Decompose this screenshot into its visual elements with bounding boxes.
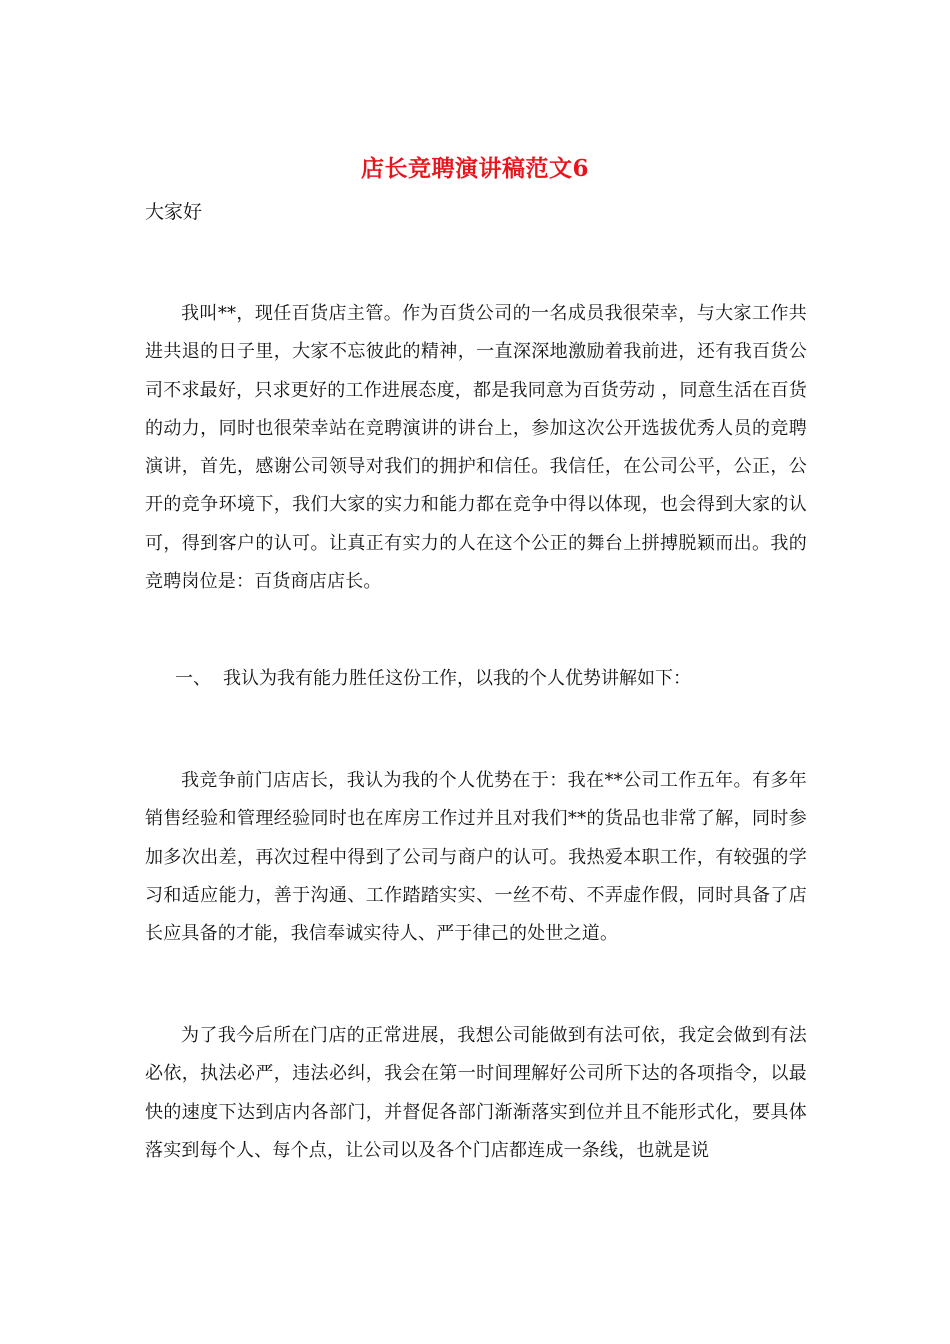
section-number: 一、 [175, 668, 211, 689]
paragraph-intro: 我叫**，现任百货店主管。作为百货公司的一名成员我很荣幸，与大家工作共进共退的日子里，大家不忘彼此的精神，一直深深地激励着我前进，还有我百货公司不求最好，只求更好的工作进展态度，都是我同意为百货劳动 ，同意生活在百货的动力，同时也很荣幸站在竞聘演讲的讲台上，参加这次公开选拔优秀人员的竞聘演讲，首先，感谢公司领导对我们的拥护和信任。我信任，在公司公平，公正，公开的竞争环境下，我们大家的实力和能力都在竞争中得以体现，也会得到大家的认可，得到客户的认可。让真正有实力的人在这个公正的舞台上拼搏脱颖而出。我的竞聘岗位是：百货商店店长。 [145, 303, 807, 593]
greeting-text: 大家好 [145, 201, 203, 223]
paragraph-advantages: 我竞争前门店店长，我认为我的个人优势在于：我在**公司工作五年。有多年销售经验和管理经验同时也在库房工作过并且对我们**的货品也非常了解，同时参加多次出差，再次过程中得到了公司与商户的认可。我热爱本职工作，有较强的学习和适应能力，善于沟通、工作踏踏实实、一丝不苟、不弄虚作假，同时具备了店长应具备的才能，我信奉诚实待人、严于律己的处世之道。 [145, 770, 807, 945]
section-heading [175, 661, 691, 697]
document-title: 店长竞聘演讲稿范文6 [360, 155, 589, 182]
paragraph-plans: 为了我今后所在门店的正常进展，我想公司能做到有法可依，我定会做到有法必依，执法必严，违法必纠，我会在第一时间理解好公司所下达的各项指令，以最快的速度下达到店内各部门，并督促各部门渐渐落实到位并且不能形式化，要具体落实到每个人、每个点，让公司以及各个门店都连成一条线，也就是说 [145, 1025, 807, 1161]
section-heading-text: 我认为我有能力胜任这份工作，以我的个人优势讲解如下： [223, 668, 691, 689]
